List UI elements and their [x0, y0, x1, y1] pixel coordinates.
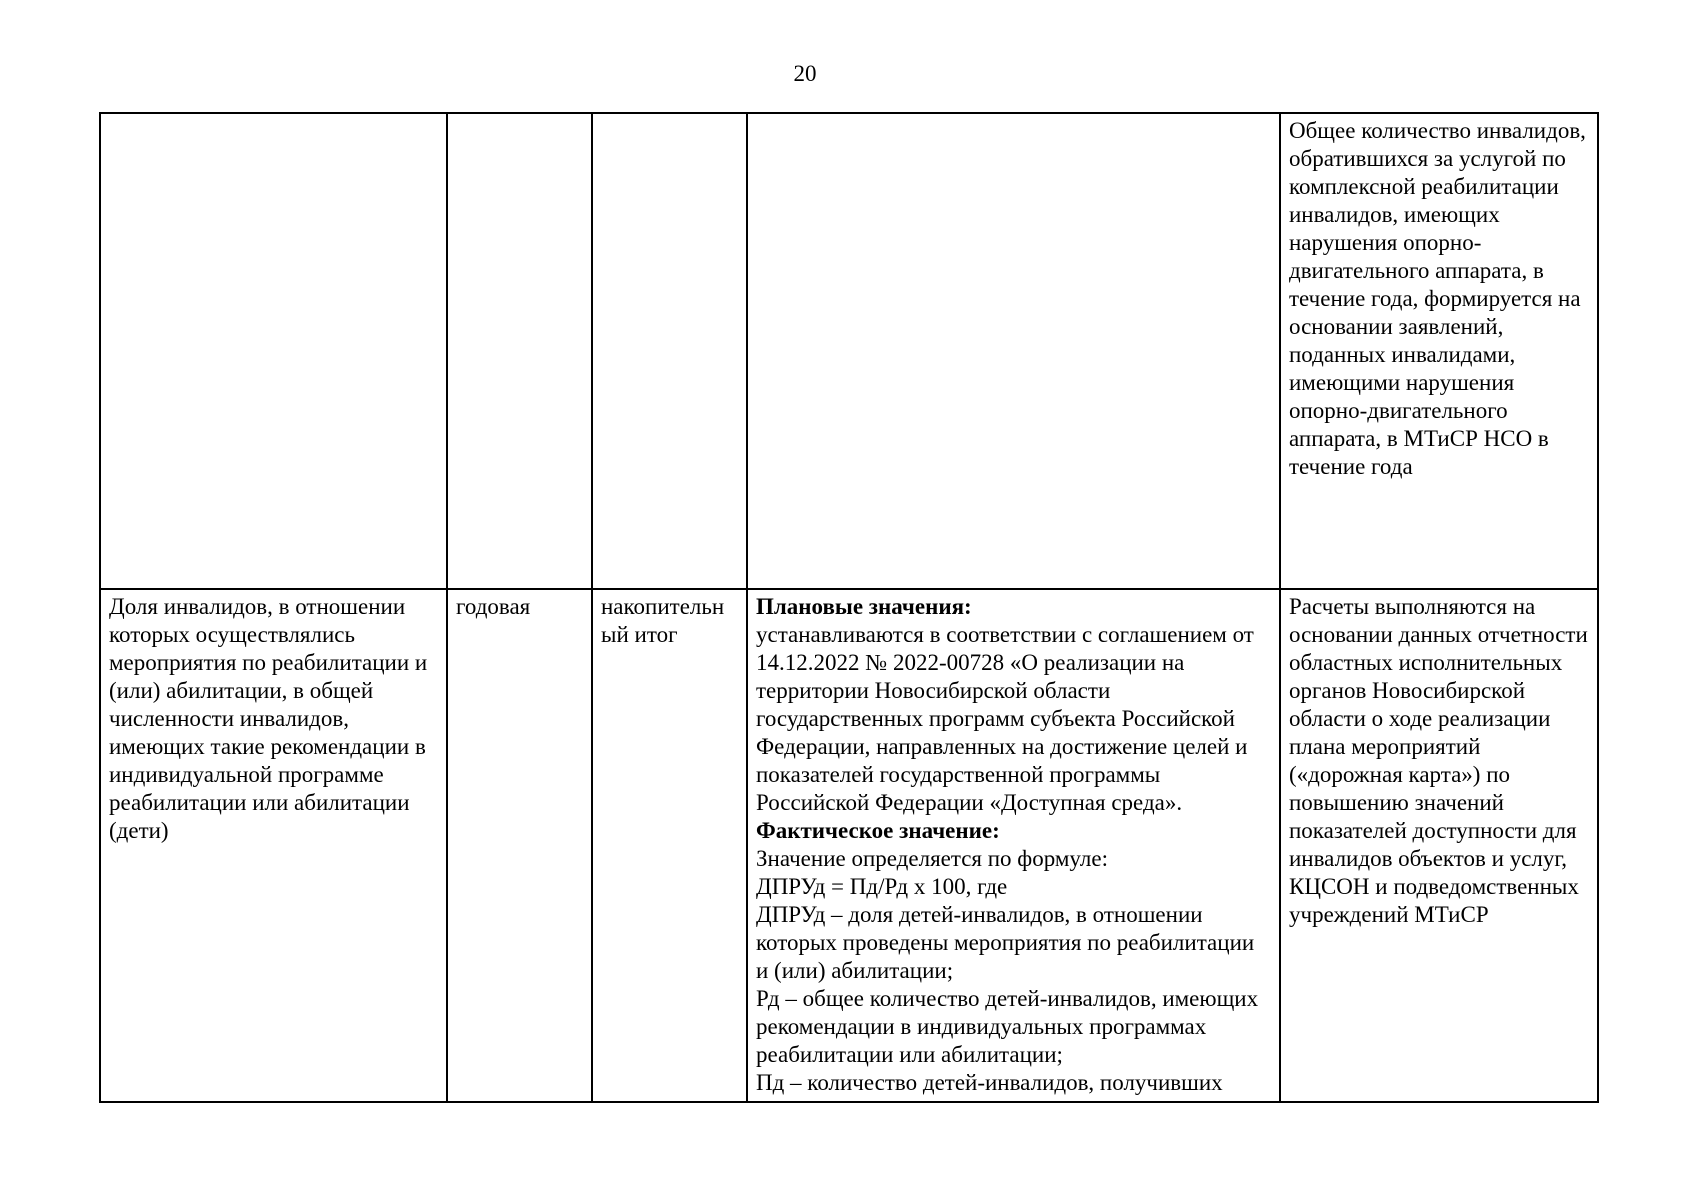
indicators-table [99, 112, 1599, 1103]
actual-value-heading: Фактическое значение: [756, 818, 1000, 843]
cell-aggregation: накопительный итог [592, 589, 747, 1102]
formula-term-pd: Пд – количество детей-инвалидов, получивших [756, 1070, 1223, 1095]
formula-text: ДПРУд = Пд/Рд х 100, где [756, 874, 1008, 899]
cell-periodicity-empty [447, 113, 592, 589]
cell-calculation-method [747, 589, 1280, 1102]
page-number: 20 [793, 61, 817, 86]
cell-aggregation-empty [592, 113, 747, 589]
cell-data-source-2: Расчеты выполняются на основании данных отчетности областных исполнительных органов Новосибирской области о ходе реализации плана мероприятий («дорожная карта») по повышению значений показателей доступности для инвалидов объектов и услуг, КЦСОН и подведомственных учреждений МТиСР [1280, 589, 1598, 1102]
table-row-indicator [100, 589, 1598, 1102]
cell-method-empty [747, 113, 1280, 589]
planned-values-heading: Плановые значения: [756, 594, 972, 619]
cell-indicator-empty [100, 113, 447, 589]
cell-periodicity: годовая [447, 589, 592, 1102]
cell-indicator-name: Доля инвалидов, в отношении которых осуществлялись мероприятия по реабилитации и (или) абилитации, в общей численности инвалидов, имеющих такие рекомендации в индивидуальной программе реабилитации или абилитации (дети) [100, 589, 447, 1102]
table-row-continuation [100, 113, 1598, 589]
formula-term-dprud: ДПРУд – доля детей-инвалидов, в отношении которых проведены мероприятия по реабилитации и (или) абилитации; [756, 902, 1255, 983]
formula-term-rd: Рд – общее количество детей-инвалидов, имеющих рекомендации в индивидуальных программах реабилитации или абилитации; [756, 986, 1259, 1067]
cell-data-source: Общее количество инвалидов, обратившихся за услугой по комплексной реабилитации инвалидов, имеющих нарушения опорно-двигательного аппарата, в течение года, формируется на основании заявлений, поданных инвалидами, имеющими нарушения опорно-двигательного аппарата, в МТиСР НСО в течение года [1280, 113, 1598, 589]
formula-intro-text: Значение определяется по формуле: [756, 846, 1108, 871]
planned-values-text: устанавливаются в соответствии с соглашением от 14.12.2022 № 2022-00728 «О реализации на территории Новосибирской области государственных программ субъекта Российской Федерации, направленных на достижение целей и показателей государственной программы Российской Федерации «Доступная среда». [756, 622, 1254, 815]
